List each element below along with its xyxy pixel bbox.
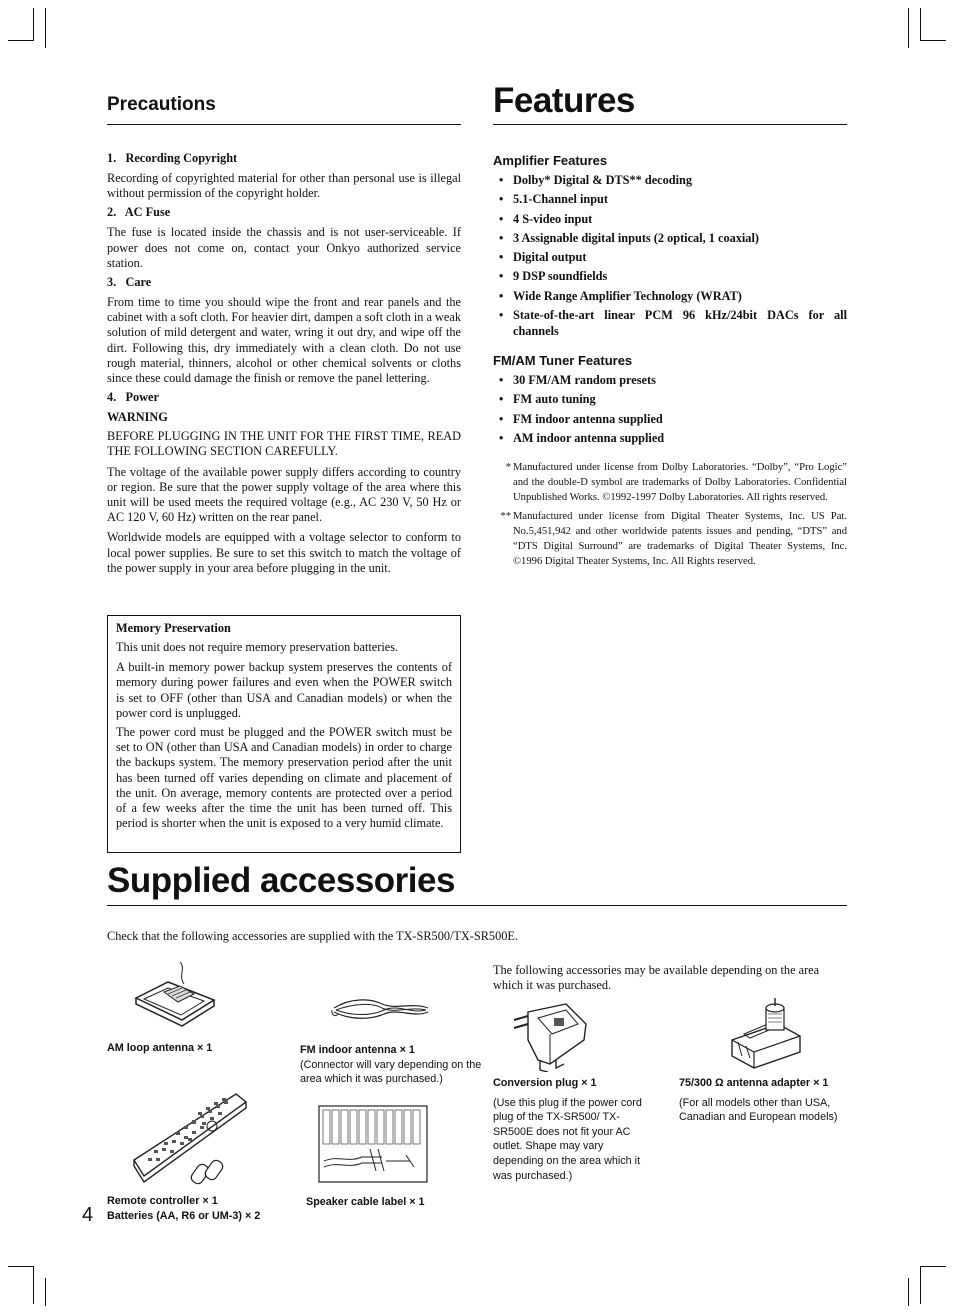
conversion-plug-label: Conversion plug × 1 bbox=[493, 1077, 597, 1089]
precautions-body bbox=[107, 151, 461, 576]
precaution-text: Recording of copyrighted material for other than personal use is illegal without permission of the copyright holder. bbox=[107, 171, 461, 201]
precaution-text: From time to time you should wipe the front and rear panels and the cabinet with a soft cloth. For heavier dirt, dampen a soft cloth in a weak solution of mild detergent and water, wring it out dry, and wipe off the dirt. Following this, dry immediately with a clean cloth. Do not use rough material, thinners, alcohol or other chemical solvents or cloths since these could damage the finish or remove the panel lettering. bbox=[107, 295, 461, 386]
fm-antenna-desc: (Connector will vary depending on the area which it was purchased.) bbox=[300, 1058, 482, 1086]
crop-mark bbox=[920, 1266, 946, 1267]
speaker-cable-label-icon bbox=[318, 1105, 428, 1183]
antenna-adapter-label: 75/300 Ω antenna adapter × 1 bbox=[679, 1077, 829, 1089]
fm-antenna-label: FM indoor antenna × 1 bbox=[300, 1044, 415, 1056]
amplifier-features-heading: Amplifier Features bbox=[493, 153, 608, 168]
features-rule bbox=[493, 124, 847, 125]
speaker-cable-label-caption: Speaker cable label × 1 bbox=[306, 1196, 425, 1208]
crop-mark bbox=[920, 8, 921, 41]
page-number: 4 bbox=[82, 1204, 94, 1226]
memory-box-text: This unit does not require memory preservation batteries. bbox=[116, 640, 399, 654]
remote-caption bbox=[107, 1194, 260, 1223]
precaution-text: BEFORE PLUGGING IN THE UNIT FOR THE FIRST TIME, READ THE FOLLOWING SECTION CAREFULLY. bbox=[107, 429, 461, 459]
conversion-plug-icon bbox=[510, 1000, 592, 1072]
accessories-intro: Check that the following accessories are supplied with the TX-SR500/TX-SR500E. bbox=[107, 929, 518, 943]
footnote-dolby: * Manufactured under license from Dolby Laboratories. “Dolby”, “Pro Logic” and the double-D symbol are trademarks of Dolby Laboratories. Confidential Unpublished Works. ©1992-1997 Dolby Laboratories. All rights reserved. bbox=[505, 462, 847, 504]
precaution-heading-fuse: 2. AC Fuse bbox=[107, 205, 171, 220]
am-loop-antenna-icon bbox=[128, 958, 220, 1034]
footnote-dts: ** Manufactured under license from Digital Theater Systems, Inc. US Pat. No.5,451,942 and other worldwide patents issues and pending, “DTS” and “DTS Digital Surround” are trademarks of Digital Theater Systems, Inc. ©1996 Digital Theater Systems, Inc. All Rights reserved. bbox=[500, 511, 847, 568]
list-item: • Digital output bbox=[499, 250, 587, 265]
list-item: • 30 FM/AM random presets bbox=[499, 373, 656, 388]
amplifier-features-list bbox=[493, 173, 847, 339]
batteries-label: Batteries (AA, R6 or UM-3) × 2 bbox=[107, 1209, 261, 1222]
tuner-features-list bbox=[493, 373, 847, 446]
crop-mark bbox=[8, 1266, 34, 1267]
list-item: • FM indoor antenna supplied bbox=[499, 411, 663, 426]
precaution-text: The fuse is located inside the chassis and is not user-serviceable. If power does not come on, contact your Onkyo authorized service station. bbox=[107, 225, 461, 270]
features-body bbox=[493, 153, 847, 569]
precaution-text: Worldwide models are equipped with a voltage selector to conform to local power supplies. Be sure to set this switch to match the voltage of the power supply in your area before plugging in the unit. bbox=[107, 530, 461, 575]
list-item: • 5.1-Channel input bbox=[499, 192, 608, 207]
accessories-title: Supplied accessories bbox=[107, 861, 455, 900]
remote-controller-icon bbox=[128, 1090, 252, 1186]
list-item: • FM auto tuning bbox=[499, 392, 596, 407]
crop-mark bbox=[45, 1278, 46, 1306]
memory-preservation-box bbox=[107, 615, 461, 853]
precaution-heading-recording: 1. Recording Copyright bbox=[107, 151, 238, 165]
precaution-text: The voltage of the available power supply differs according to country or region. Be sure that the power supply voltage of the area where this unit will be used meets the required voltage (e.g., AC 230 V, 50 Hz or AC 120 V, 60 Hz) written on the rear panel. bbox=[107, 464, 461, 525]
crop-mark bbox=[45, 8, 46, 48]
crop-mark bbox=[908, 1278, 909, 1306]
list-item: • 3 Assignable digital inputs (2 optical, 1 coaxial) bbox=[499, 230, 759, 245]
accessories-rule bbox=[107, 905, 847, 906]
crop-mark bbox=[920, 40, 946, 41]
list-item: • Dolby* Digital & DTS** decoding bbox=[499, 173, 693, 187]
memory-box-text: A built-in memory power backup system preserves the contents of memory during power failures and even when the POWER switch is set to OFF (other than USA and Canadian models) or when the power cord is unplugged. bbox=[116, 660, 452, 720]
conversion-plug-desc: (Use this plug if the power cord plug of the TX-SR500/ TX-SR500E does not fit your AC outlet. Shape may vary depending on the area which it was purchased.) bbox=[493, 1096, 642, 1182]
fm-indoor-antenna-icon bbox=[330, 992, 434, 1026]
antenna-adapter-desc: (For all models other than USA, Canadian and European models) bbox=[679, 1096, 838, 1124]
features-title: Features bbox=[493, 81, 635, 120]
conversion-plug-caption bbox=[493, 1076, 651, 1183]
crop-mark bbox=[33, 8, 34, 41]
crop-mark bbox=[33, 1266, 34, 1304]
list-item: • 9 DSP soundfields bbox=[499, 269, 608, 284]
list-item: • 4 S-video input bbox=[499, 211, 593, 226]
fm-antenna-caption bbox=[300, 1043, 482, 1087]
precaution-heading-power: 4. Power bbox=[107, 390, 159, 405]
precautions-rule bbox=[107, 124, 461, 125]
crop-mark bbox=[8, 40, 34, 41]
accessories-area-note: The following accessories may be available depending on the area which it was purchased. bbox=[493, 963, 820, 993]
memory-box-text: The power cord must be plugged and the POWER switch must be set to ON (other than USA and Canadian models) in order to charge the backups system. The memory preservation period after the unit has been turned off varies depending on climate and placement of the unit. On average, memory contents are protected over a period of a few weeks after the time the unit has been turned off. This period is shorter when the unit is exposed to a very humid climate. bbox=[116, 725, 452, 831]
antenna-adapter-icon bbox=[724, 996, 808, 1070]
list-item: • AM indoor antenna supplied bbox=[499, 430, 665, 445]
list-item: • Wide Range Amplifier Technology (WRAT) bbox=[499, 288, 742, 303]
tuner-features-heading: FM/AM Tuner Features bbox=[493, 353, 633, 369]
am-antenna-label: AM loop antenna × 1 bbox=[107, 1042, 213, 1054]
crop-mark bbox=[920, 1266, 921, 1304]
remote-label: Remote controller × 1 bbox=[107, 1195, 218, 1207]
antenna-adapter-caption bbox=[679, 1076, 849, 1125]
memory-box-heading: Memory Preservation bbox=[116, 621, 231, 635]
warning-label: WARNING bbox=[107, 410, 168, 425]
list-item: • State-of-the-art linear PCM 96 kHz/24bit DACs for all channels bbox=[499, 308, 847, 338]
precautions-title: Precautions bbox=[107, 94, 216, 115]
crop-mark bbox=[908, 8, 909, 48]
precaution-heading-care: 3. Care bbox=[107, 275, 152, 290]
